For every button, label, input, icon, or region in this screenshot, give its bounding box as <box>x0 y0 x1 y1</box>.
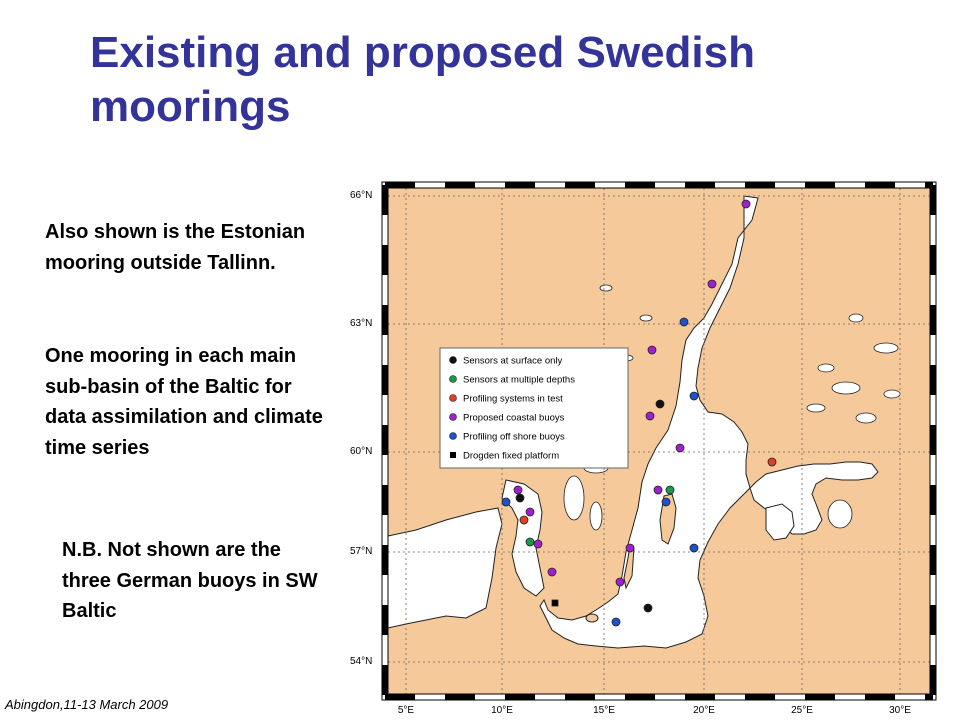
legend-swatch <box>450 395 457 402</box>
lat-label-57: 57°N <box>350 546 373 557</box>
lon-label-20: 20°E <box>693 705 715 716</box>
bornholm <box>586 614 598 622</box>
marker-proposed-coastal <box>626 544 634 552</box>
marker-surface-only <box>656 400 664 408</box>
legend-swatch <box>450 433 457 440</box>
marker-proposed-coastal <box>742 200 750 208</box>
marker-proposed-coastal <box>708 280 716 288</box>
marker-proposed-coastal <box>534 540 542 548</box>
map-legend <box>440 348 628 468</box>
legend-swatch <box>450 452 456 458</box>
marker-surface-only <box>644 604 652 612</box>
legend-item-multiple-depths <box>450 375 576 386</box>
legend-label: Profiling systems in test <box>463 393 563 405</box>
marker-multiple-depths <box>526 538 534 546</box>
marker-offshore <box>502 498 510 506</box>
legend-swatch <box>450 376 457 383</box>
baltic-map <box>346 168 946 720</box>
longitude-labels <box>398 705 911 716</box>
legend-item-surface <box>450 356 563 367</box>
legend-item-profiling-test <box>450 394 564 405</box>
one-mooring-note: One mooring in each main sub-basin of the Baltic for data assimilation and climate time series <box>45 345 323 459</box>
lon-label-30: 30°E <box>889 705 911 716</box>
marker-drogden <box>552 600 558 606</box>
marker-offshore <box>690 544 698 552</box>
marker-proposed-coastal <box>648 346 656 354</box>
legend-swatch <box>450 414 457 421</box>
marker-multiple-depths <box>666 486 674 494</box>
legend-label: Proposed coastal buoys <box>463 412 565 424</box>
marker-proposed-coastal <box>654 486 662 494</box>
marker-offshore <box>680 318 688 326</box>
legend-label: Drogden fixed platform <box>463 450 560 462</box>
lat-label-60: 60°N <box>350 446 373 457</box>
marker-profiling-test <box>768 458 776 466</box>
marker-offshore <box>612 618 620 626</box>
marker-proposed-coastal <box>526 508 534 516</box>
legend-label: Profiling off shore buoys <box>463 431 565 443</box>
lon-label-10: 10°E <box>491 705 513 716</box>
lat-label-54: 54°N <box>350 656 373 667</box>
lon-label-5: 5°E <box>397 705 415 716</box>
legend-label: Sensors at multiple depths <box>463 374 575 386</box>
marker-offshore <box>690 392 698 400</box>
estonian-note: Also shown is the Estonian mooring outside Tallinn. <box>45 221 306 274</box>
marker-proposed-coastal <box>646 412 654 420</box>
marker-proposed-coastal <box>676 444 684 452</box>
marker-profiling-test <box>520 516 528 524</box>
marker-surface-only <box>516 494 524 502</box>
marker-proposed-coastal <box>514 486 522 494</box>
marker-proposed-coastal <box>616 578 624 586</box>
legend-item-proposed-coastal <box>450 413 565 424</box>
legend-item-offshore <box>450 432 565 443</box>
legend-item-drogden <box>450 451 559 462</box>
slide-title: Existing and proposed Swedish moorings <box>90 28 755 131</box>
german-buoys-note: N.B. Not shown are the three German buoys in SW Baltic <box>62 539 318 622</box>
legend-swatch <box>450 357 457 364</box>
latitude-labels <box>350 190 372 667</box>
lon-label-25: 25°E <box>791 705 813 716</box>
marker-proposed-coastal <box>548 568 556 576</box>
legend-label: Sensors at surface only <box>463 355 563 367</box>
lat-label-66: 66°N <box>350 190 373 201</box>
lat-label-63: 63°N <box>350 318 373 329</box>
marker-offshore <box>662 498 670 506</box>
lon-label-15: 15°E <box>593 705 615 716</box>
slide-footer: Abingdon,11-13 March 2009 <box>5 697 169 712</box>
